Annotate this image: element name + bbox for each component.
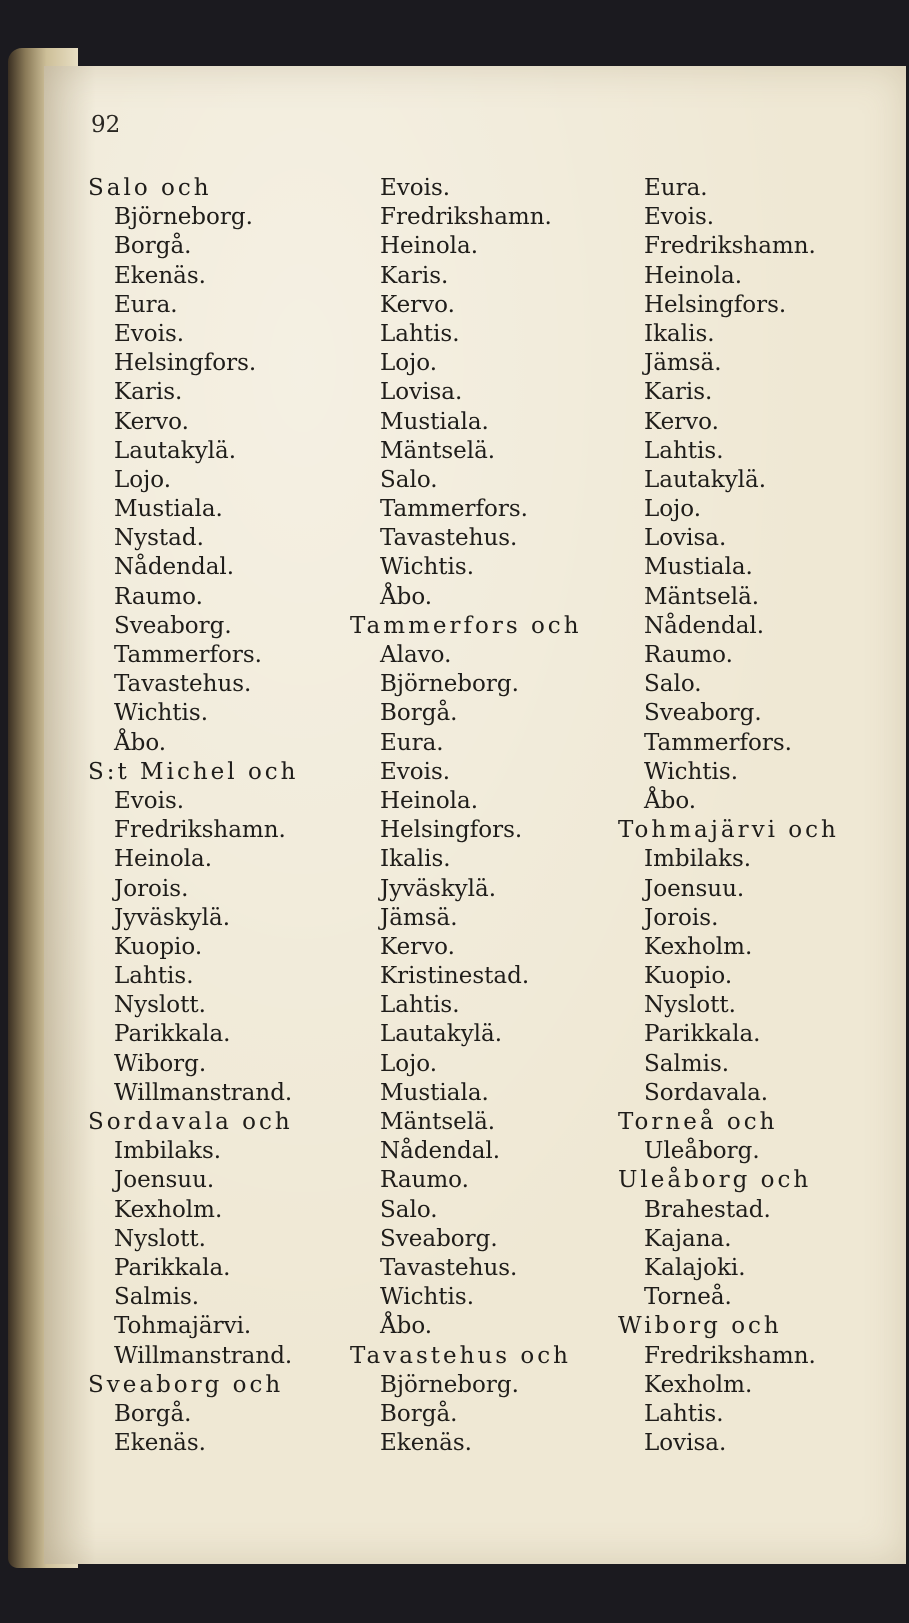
route-destination: Lojo. (380, 350, 438, 377)
route-destination: Ikalis. (380, 846, 451, 873)
route-destination: Imbilaks. (114, 1138, 222, 1165)
route-destination: Lojo. (114, 466, 172, 493)
route-destination: Karis. (114, 379, 183, 406)
route-destination: Raumo. (380, 1167, 469, 1194)
route-destination: Lojo. (380, 1050, 438, 1077)
route-destination: Mustiala. (114, 496, 223, 523)
route-destination: Salmis. (114, 1284, 200, 1311)
route-destination: Jyväskylä. (380, 875, 497, 902)
route-destination: Lahtis. (380, 320, 460, 347)
route-destination: Sveaborg. (644, 700, 762, 727)
route-destination: Helsingfors. (644, 291, 787, 318)
route-destination: Willmanstrand. (114, 1342, 293, 1369)
route-destination: Nyslott. (644, 992, 736, 1019)
route-destination: Parikkala. (644, 1021, 761, 1048)
route-destination: Kristinestad. (380, 963, 530, 990)
column-1 (88, 174, 298, 1458)
column-2 (350, 174, 582, 1458)
route-destination: Björneborg. (380, 671, 519, 698)
route-destination: Evois. (644, 204, 715, 231)
column-3 (618, 174, 839, 1458)
route-destination: Fredrikshamn. (644, 233, 816, 260)
route-destination: Heinola. (380, 233, 479, 260)
route-destination: Heinola. (114, 846, 213, 873)
route-destination: Brahestad. (644, 1196, 771, 1223)
route-heading: Tavastehus och (350, 1342, 571, 1369)
route-destination: Ekenäs. (114, 262, 206, 289)
route-destination: Nådendal. (114, 554, 235, 581)
route-destination: Jämsä. (644, 350, 722, 377)
route-destination: Mustiala. (380, 1079, 489, 1106)
route-destination: Kalajoki. (644, 1254, 746, 1281)
route-destination: Lahtis. (380, 992, 460, 1019)
route-destination: Kexholm. (644, 1371, 753, 1398)
route-destination: Kuopio. (114, 933, 203, 960)
route-destination: Torneå. (644, 1284, 732, 1311)
route-destination: Lautakylä. (644, 466, 767, 493)
route-destination: Helsingfors. (114, 350, 257, 377)
route-destination: Nyslott. (114, 1225, 206, 1252)
route-destination: Ekenäs. (114, 1430, 206, 1457)
route-destination: Åbo. (380, 1313, 433, 1340)
route-destination: Fredrikshamn. (114, 817, 286, 844)
route-destination: Eura. (380, 729, 444, 756)
route-destination: Mäntselä. (380, 437, 496, 464)
route-destination: Lovisa. (644, 1430, 727, 1457)
route-destination: Lautakylä. (114, 437, 237, 464)
route-destination: Åbo. (644, 787, 697, 814)
route-destination: Ekenäs. (380, 1430, 472, 1457)
route-destination: Tammerfors. (114, 642, 262, 668)
route-heading: Wiborg och (618, 1313, 782, 1340)
route-destination: Imbilaks. (644, 846, 752, 873)
route-heading: S:t Michel och (88, 758, 299, 785)
route-destination: Kuopio. (644, 963, 733, 990)
route-destination: Lahtis. (644, 1400, 724, 1427)
route-heading: Tammerfors och (350, 612, 582, 639)
route-destination: Kervo. (114, 408, 189, 435)
route-destination: Wichtis. (114, 700, 208, 727)
route-destination: Parikkala. (114, 1021, 231, 1048)
route-destination: Heinola. (644, 262, 743, 289)
route-destination: Tavastehus. (114, 671, 252, 698)
route-destination: Karis. (380, 262, 449, 289)
page-number: 92 (91, 112, 121, 138)
route-destination: Fredrikshamn. (644, 1342, 816, 1369)
route-destination: Sordavala. (644, 1079, 769, 1106)
route-heading: Uleåborg och (618, 1167, 812, 1194)
route-destination: Björneborg. (380, 1371, 519, 1398)
route-destination: Tammerfors. (644, 729, 792, 756)
route-heading: Torneå och (618, 1109, 778, 1135)
route-destination: Evois. (114, 787, 185, 814)
route-destination: Helsingfors. (380, 817, 523, 844)
route-destination: Willmanstrand. (114, 1079, 293, 1106)
route-destination: Lojo. (644, 496, 702, 523)
route-destination: Nystad. (114, 525, 204, 552)
route-destination: Evois. (380, 758, 451, 785)
route-destination: Wichtis. (644, 758, 738, 785)
route-destination: Kexholm. (114, 1196, 223, 1223)
route-destination: Tohmajärvi. (114, 1313, 252, 1340)
route-destination: Raumo. (114, 583, 203, 610)
route-destination: Mäntselä. (644, 583, 760, 610)
route-destination: Eura. (114, 291, 178, 318)
route-destination: Borgå. (380, 1400, 458, 1427)
route-destination: Fredrikshamn. (380, 204, 552, 231)
route-destination: Mustiala. (644, 554, 753, 581)
route-destination: Joensuu. (114, 1167, 215, 1194)
route-destination: Nådendal. (644, 612, 765, 639)
route-destination: Lahtis. (114, 963, 194, 990)
route-heading: Salo och (88, 175, 212, 201)
route-destination: Kervo. (380, 933, 455, 960)
route-destination: Tammerfors. (380, 496, 528, 523)
route-destination: Borgå. (114, 233, 192, 260)
route-destination: Salo. (644, 671, 702, 698)
route-destination: Salo. (380, 1196, 438, 1223)
route-destination: Tavastehus. (380, 525, 518, 552)
route-destination: Lahtis. (644, 437, 724, 464)
route-destination: Lovisa. (380, 379, 463, 406)
route-destination: Borgå. (380, 700, 458, 727)
route-destination: Evois. (380, 175, 451, 201)
route-destination: Lovisa. (644, 525, 727, 552)
route-destination: Björneborg. (114, 204, 253, 231)
route-destination: Sveaborg. (114, 612, 232, 639)
route-destination: Borgå. (114, 1400, 192, 1427)
route-destination: Heinola. (380, 787, 479, 814)
route-destination: Åbo. (380, 583, 433, 610)
route-destination: Jorois. (644, 904, 719, 931)
route-destination: Evois. (114, 320, 185, 347)
route-destination: Uleåborg. (644, 1138, 760, 1165)
route-destination: Kervo. (380, 291, 455, 318)
route-heading: Sveaborg och (88, 1371, 284, 1398)
route-destination: Kexholm. (644, 933, 753, 960)
route-destination: Karis. (644, 379, 713, 406)
route-destination: Salo. (380, 466, 438, 493)
route-destination: Tavastehus. (380, 1254, 518, 1281)
route-destination: Salmis. (644, 1050, 730, 1077)
route-destination: Ikalis. (644, 320, 715, 347)
route-destination: Åbo. (114, 729, 167, 756)
route-destination: Jyväskylä. (114, 904, 231, 931)
route-destination: Wichtis. (380, 1284, 474, 1311)
route-destination: Jämsä. (380, 904, 458, 931)
route-destination: Jorois. (114, 875, 189, 902)
route-destination: Kervo. (644, 408, 719, 435)
route-destination: Mäntselä. (380, 1109, 496, 1135)
route-destination: Wichtis. (380, 554, 474, 581)
route-destination: Lautakylä. (380, 1021, 503, 1048)
route-destination: Eura. (644, 175, 708, 201)
route-destination: Mustiala. (380, 408, 489, 435)
route-destination: Nådendal. (380, 1138, 501, 1165)
route-destination: Parikkala. (114, 1254, 231, 1281)
route-heading: Tohmajärvi och (618, 817, 839, 844)
route-destination: Joensuu. (644, 875, 745, 902)
route-destination: Wiborg. (114, 1050, 207, 1077)
route-destination: Kajana. (644, 1225, 732, 1252)
route-destination: Nyslott. (114, 992, 206, 1019)
route-heading: Sordavala och (88, 1109, 293, 1135)
route-destination: Sveaborg. (380, 1225, 498, 1252)
route-destination: Raumo. (644, 642, 733, 668)
route-destination: Alavo. (380, 642, 452, 668)
